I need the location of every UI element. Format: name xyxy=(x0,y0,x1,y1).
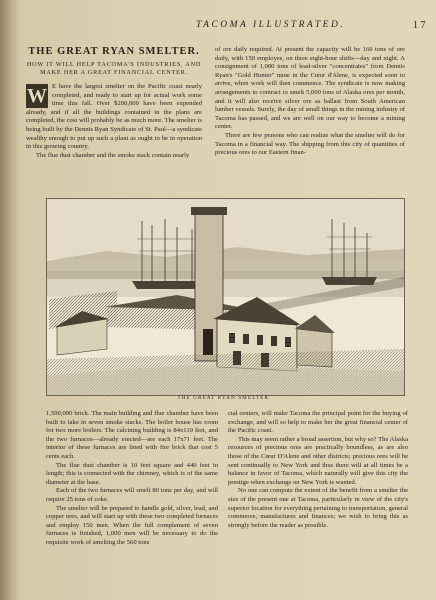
paragraph: No one can compute the extent of the benefit from a smelter the size of the present one at Tacoma, particularly in view of the city's superior location for everything pertaining to transportation, general commerce, manufactures and finances; we wish to bring this as strongly before the reader as possible. xyxy=(228,487,408,529)
article-subhead: HOW IT WILL HELP TACOMA'S INDUSTRIES, AND MAKE HER A GREAT FINANCIAL CENTER. xyxy=(26,61,202,76)
article-title: THE GREAT RYAN SMELTER. xyxy=(28,46,200,57)
column-3 xyxy=(46,410,218,548)
running-title: TACOMA ILLUSTRATED. xyxy=(196,20,346,30)
smelter-engraving xyxy=(46,198,405,396)
paragraph: The flue dust chamber is 10 feet square and 440 feet in length; this is connected with the chimney, which is of the same diameter at the base. xyxy=(46,461,218,486)
paragraph: This may seem rather a broad assertion, but why so? The Alaska resources of precious ores are practically boundless, as are also those of the Cœur D'Alene and other districts; precious ores will be sent continually to New York and thus there will at all times be a balance in favor of Tacoma, which naturally will give this city the prestige when exchange on New York is wanted. xyxy=(228,435,408,486)
column-4 xyxy=(228,410,408,530)
paragraph: There are few persons who can realize what the smelter will do for Tacoma in a financial way. The shipping from this city of quantities of precious ores to our Eastern finan- xyxy=(215,131,405,157)
column-2 xyxy=(215,46,405,158)
paragraph: Each of the two furnaces will smelt 80 tons per day, and will require 25 tons of coke. xyxy=(46,487,218,503)
book-gutter xyxy=(0,0,10,600)
illustration-caption: THE GREAT RYAN SMELTER. xyxy=(177,396,272,401)
paragraph: The flue dust chamber and the smoke stack contain nearly xyxy=(36,151,190,159)
running-header xyxy=(10,20,436,34)
paragraph: 1,500,000 brick. The main building and flue chamber have been built to take in seven smoke stacks. The boiler house has room for two more boilers. The calcining building is 84x110 feet, and the two furnaces—already erected—are each 17x71 feet. The interior of these furnaces are lined with fire brick that cost 5 cents each. xyxy=(46,410,218,460)
column-1 xyxy=(26,46,202,160)
paragraph: The smelter will be prepared to handle gold, silver, lead, and copper ores, and will start up with these two completed furnaces and employ 150 men. When the full complement of seven furnaces is finished, 1,000 men will be necessary to do the requisite work of smelting the 560 tons xyxy=(46,504,218,546)
paragraph: E have the largest smelter on the Pacific coast nearly completed, and ready to start up for actual work some time this fall. Over $200,000 have been expended already, and if all the buildings contained in the plans are completed, the cost will probably be as much more. The smelter is being built by the Dennis Ryan Syndicate of St. Paul—a syndicate wealthy enough to put up such a plant as ought to be in operation in this growing country. xyxy=(26,83,202,151)
page-number: 17 xyxy=(413,20,428,31)
paragraph: cial centers, will make Tacoma the principal point for the buying of exchange, and will so help to make her the great financial center of the Pacific coast. xyxy=(228,410,408,435)
drop-cap: W xyxy=(27,85,47,107)
book-page xyxy=(10,0,436,600)
paragraph: of ore daily required. At present the capacity will be 160 tons of ore daily, with 150 employes, on three eight-hour shifts—day and night. A consignment of 1,000 tons of lead-silver "concentrates" from Dennis Ryan's "Gold Hunter" mine in the Cœur d'Alene, is expected soon to arrive, when work will then commence. The syndicate is now making arrangements to contract to smelt 5,000 tons of Alaska ores per month, and it will also receive silver ore as ballast from South American lumber vessels. Surely, the day of small things in the mining industry of Tacoma has passed, and we are well on our way to become a mining center. xyxy=(215,46,405,131)
smelter-illustration xyxy=(47,199,404,395)
